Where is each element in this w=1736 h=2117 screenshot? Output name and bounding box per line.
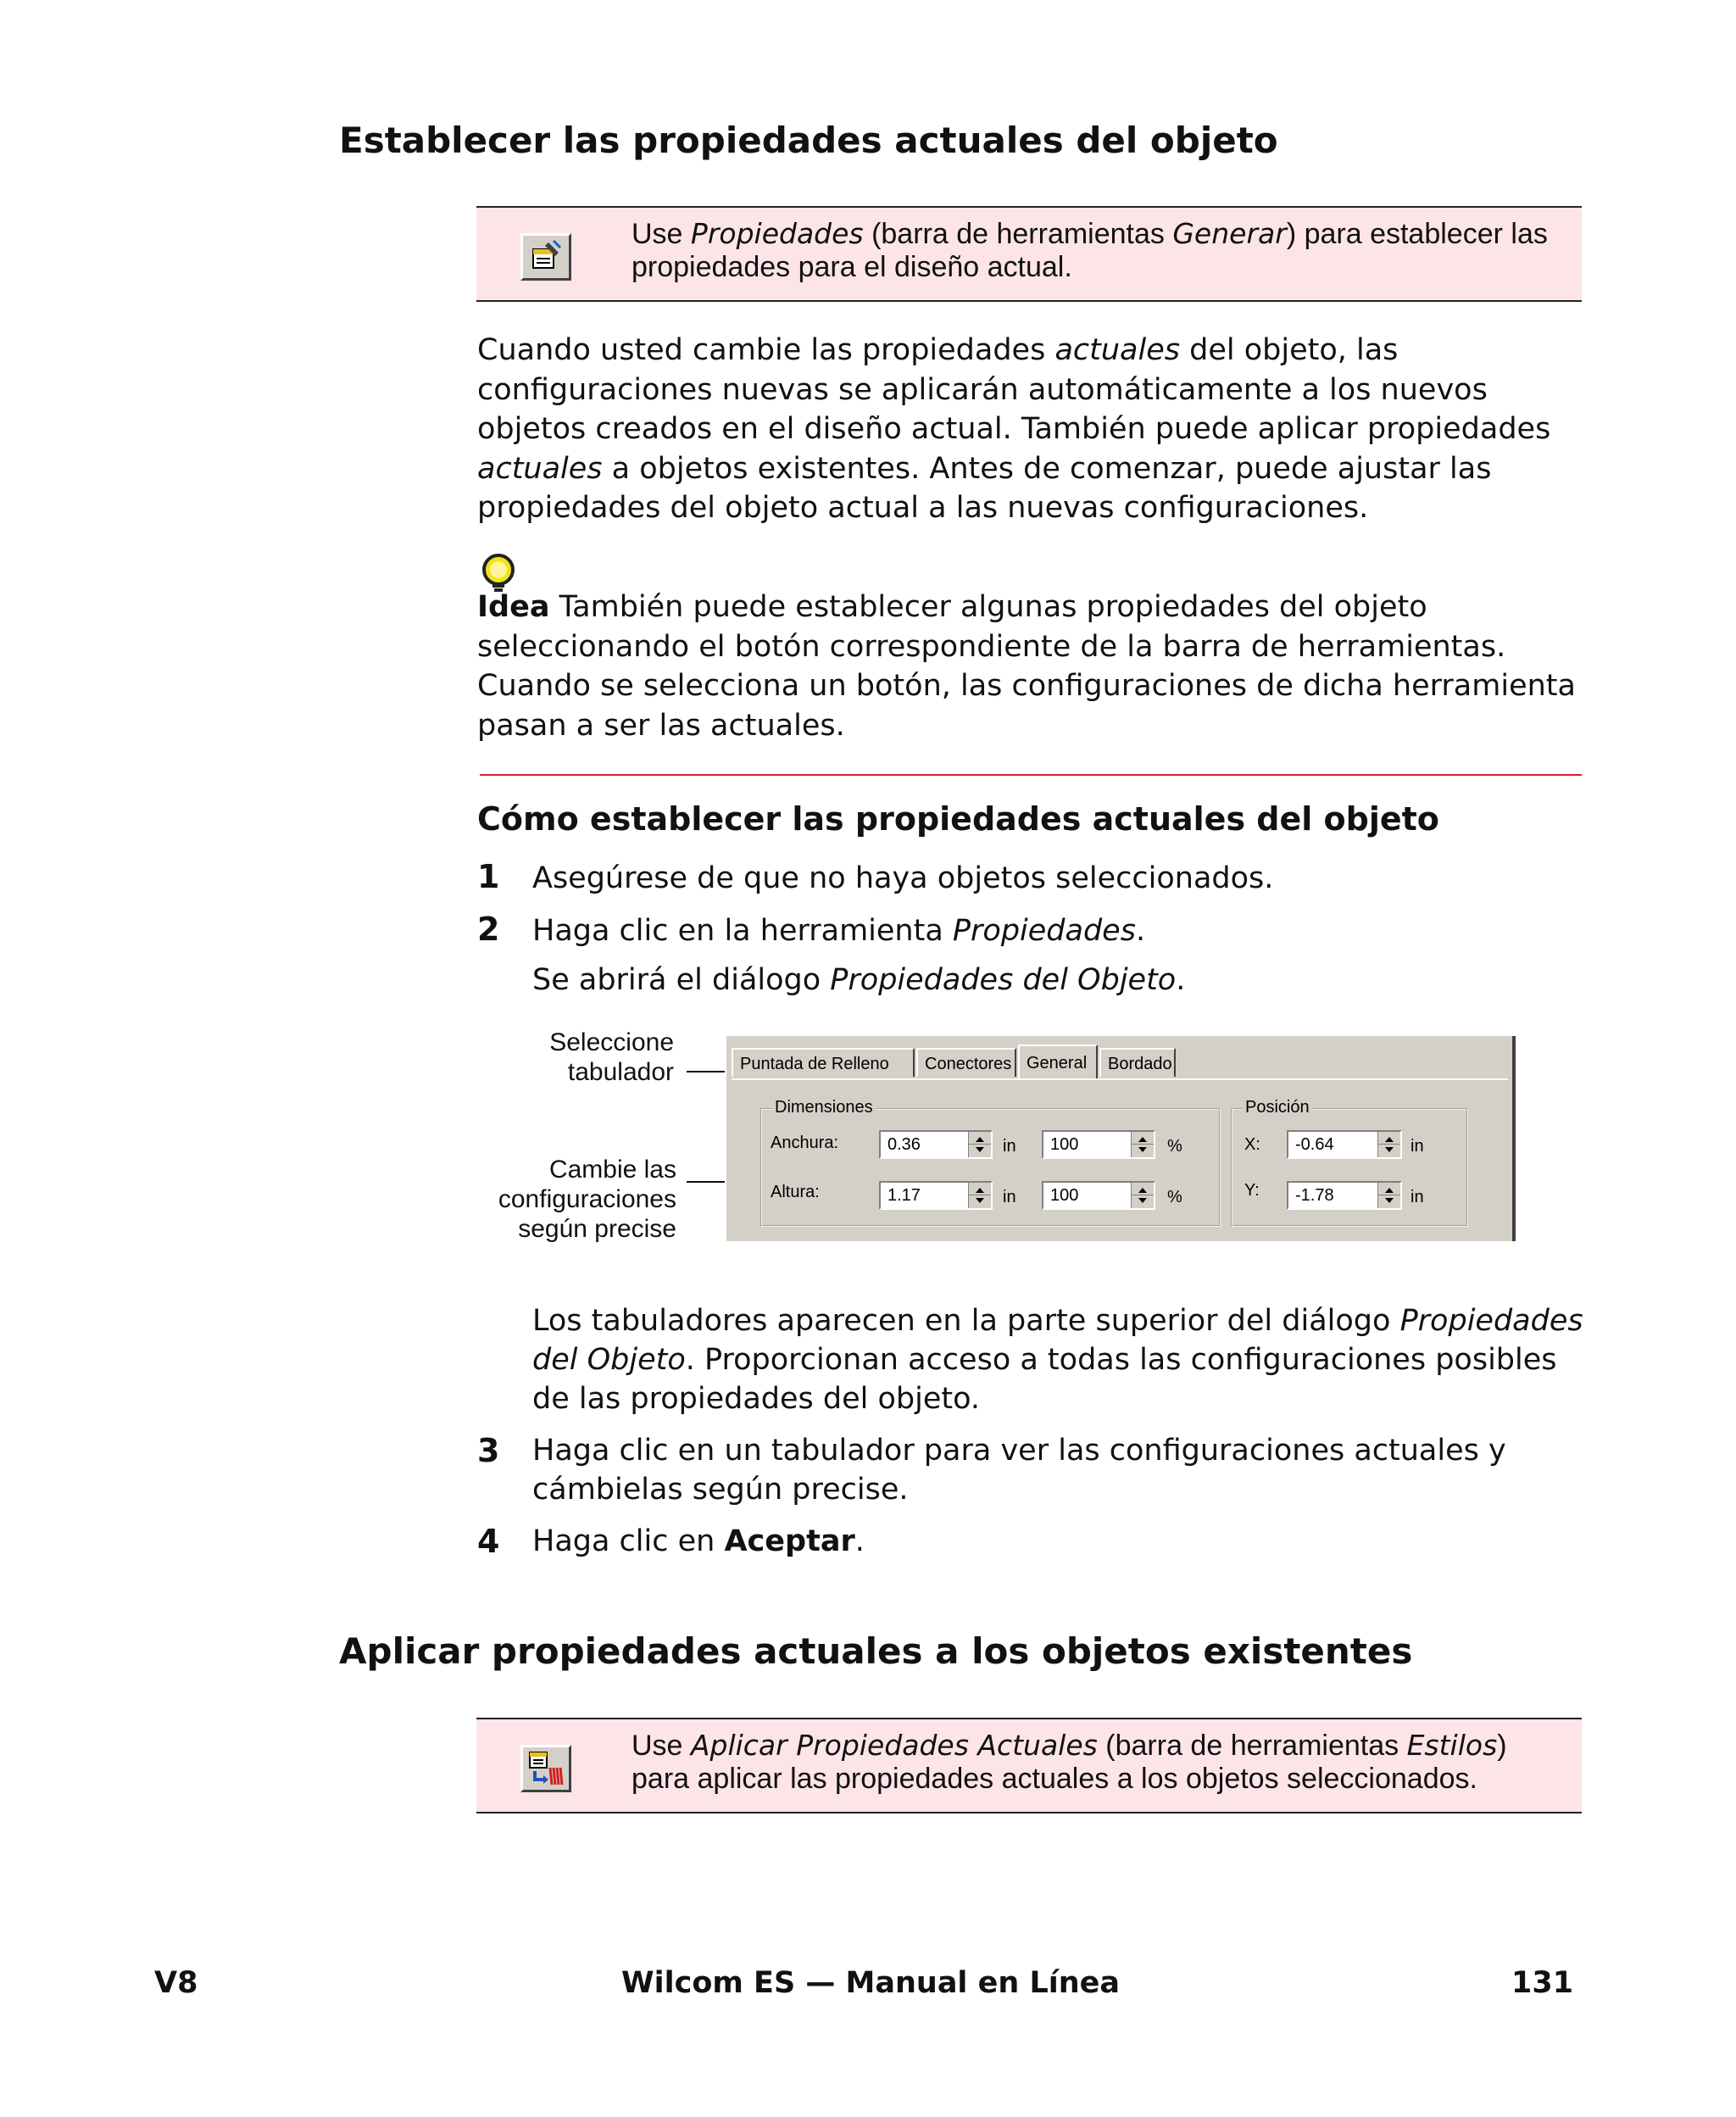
section-title: Aplicar propiedades actuales a los objetos existentes [339,1630,1413,1672]
step-number: 2 [477,911,500,948]
y-input[interactable]: -1.78 [1287,1181,1402,1210]
footer-version: V8 [154,1966,198,2000]
step-subtext: Se abrirá el diálogo Propiedades del Objeto. [532,963,1186,997]
group-label: Posición [1243,1098,1312,1117]
x-input[interactable]: -0.64 [1287,1130,1402,1159]
width-input[interactable]: 0.36 [879,1130,993,1159]
height-label: Altura: [771,1183,820,1201]
position-group [1231,1098,1468,1227]
step-number: 3 [477,1432,500,1469]
unit-label: in [1410,1137,1424,1156]
percent-label: % [1167,1188,1182,1206]
note-text: Use Aplicar Propiedades Actuales (barra de herramientas Estilos) para aplicar las propiedades actuales a los objetos seleccionados. [632,1729,1507,1795]
tip-label: Idea [477,590,550,624]
properties-tool-icon [520,233,571,281]
step-text: Haga clic en un tabulador para ver las configuraciones actuales y cámbielas según precise. [532,1434,1506,1507]
height-percent-spinner[interactable] [1131,1183,1154,1208]
x-label: X: [1244,1135,1260,1154]
section-title: Establecer las propiedades actuales del objeto [339,120,1278,161]
step-number: 4 [477,1523,500,1560]
callout-change-settings: Cambie las configuraciones según precise [498,1156,676,1243]
tab-bordado[interactable]: Bordado [1099,1048,1176,1077]
width-spinner[interactable] [968,1132,991,1157]
tip-paragraph: Idea También puede establecer algunas propiedades del objeto seleccionando el botón correspondiente de la barra de herramientas. Cuando se selecciona un botón, las configuraciones de dicha herramienta pasan a ser las actuales. [477,590,1576,743]
note-text: Use Propiedades (barra de herramientas Generar) para establecer las propiedades para el diseño actual. [632,217,1548,283]
width-label: Anchura: [771,1134,839,1152]
tab-conectores[interactable]: Conectores [916,1048,1016,1077]
unit-label: in [1410,1188,1424,1206]
step-text: Haga clic en la herramienta Propiedades. [532,914,1146,948]
intro-paragraph: Cuando usted cambie las propiedades actuales del objeto, las configuraciones nuevas se aplicarán automáticamente a los nuevos objetos creados en el diseño actual. También puede aplicar propiedades actuales a objetos existentes. Antes de comenzar, puede ajustar las propiedades del objeto actual a las nuevas configuraciones. [477,333,1551,525]
y-label: Y: [1244,1181,1260,1200]
apply-current-properties-icon [520,1745,571,1792]
tab-puntada-de-relleno[interactable]: Puntada de Relleno [732,1048,915,1077]
step-text: Haga clic en Aceptar. [532,1524,865,1558]
tabs-explanation: Los tabuladores aparecen en la parte superior del diálogo Propiedades del Objeto. Proporcionan acceso a todas las configuraciones posibles de las propiedades del objeto. [532,1304,1583,1416]
step-number: 1 [477,858,500,895]
dimensions-group [760,1098,1221,1227]
step-text: Asegúrese de que no haya objetos seleccionados. [532,861,1274,895]
footer-title: Wilcom ES — Manual en Línea [621,1966,1121,2000]
unit-label: in [1003,1137,1016,1156]
width-percent-spinner[interactable] [1131,1132,1154,1157]
object-properties-dialog [725,1036,1516,1241]
tab-general[interactable]: General [1018,1045,1098,1078]
height-input[interactable]: 1.17 [879,1181,993,1210]
height-spinner[interactable] [968,1183,991,1208]
note-box [476,206,1582,302]
divider [480,774,1582,776]
group-label: Dimensiones [772,1098,876,1117]
page-number: 131 [1511,1966,1574,2000]
howto-title: Cómo establecer las propiedades actuales del objeto [477,800,1439,838]
height-percent-input[interactable]: 100 [1042,1181,1155,1210]
unit-label: in [1003,1188,1016,1206]
callout-select-tab: Seleccione tabulador [549,1028,674,1086]
percent-label: % [1167,1137,1182,1156]
note-box [476,1718,1582,1813]
y-spinner[interactable] [1377,1183,1400,1208]
x-spinner[interactable] [1377,1132,1400,1157]
width-percent-input[interactable]: 100 [1042,1130,1155,1159]
